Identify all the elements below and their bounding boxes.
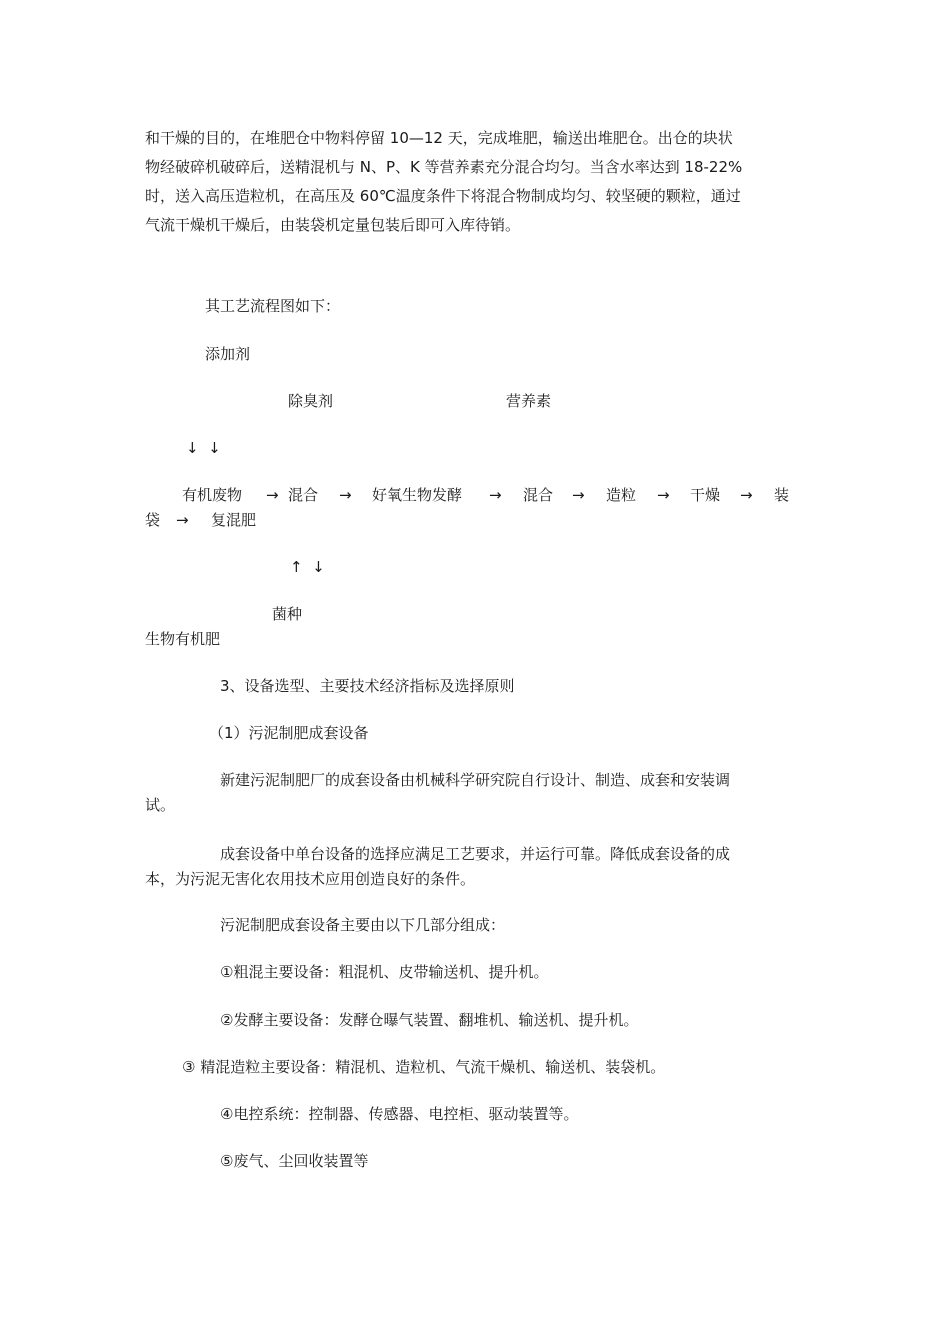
flow-step: 混合 xyxy=(523,486,554,504)
paragraph: 污泥制肥成套设备主要由以下几部分组成： xyxy=(220,916,506,934)
flow-arrow: → xyxy=(657,486,670,504)
flow-step: 干燥 xyxy=(690,486,721,504)
paragraph-line: 本，为污泥无害化农用技术应用创造良好的条件。 xyxy=(145,870,476,888)
intro-line: 气流干燥机干燥后，由装袋机定量包装后即可入库待销。 xyxy=(145,216,521,234)
flow-heading: 其工艺流程图如下： xyxy=(205,297,341,315)
flow-additive: 添加剂 xyxy=(205,345,251,363)
flow-arrow: → xyxy=(339,486,352,504)
paragraph-line: 成套设备中单台设备的选择应满足工艺要求，并运行可靠。降低成套设备的成 xyxy=(220,845,731,863)
list-item: ①粗混主要设备：粗混机、皮带输送机、提升机。 xyxy=(220,963,549,981)
paragraph-line: 新建污泥制肥厂的成套设备由机械科学研究院自行设计、制造、成套和安装调 xyxy=(220,771,731,789)
flow-step: 复混肥 xyxy=(211,511,257,529)
intro-line: 物经破碎机破碎后，送精混机与 N、P、K 等营养素充分混合均匀。当含水率达到 18-22% xyxy=(145,158,743,176)
flow-arrow: → xyxy=(266,486,279,504)
flow-down-arrows: ↓ ↓ xyxy=(186,439,221,457)
subsection-heading: （1）污泥制肥成套设备 xyxy=(209,724,369,742)
flow-step: 造粒 xyxy=(606,486,637,504)
flow-arrow: → xyxy=(740,486,753,504)
flow-step: 装 xyxy=(774,486,790,504)
flow-step: 袋 xyxy=(145,511,161,529)
flow-deodorant: 除臭剂 xyxy=(288,392,334,410)
flow-step: 有机废物 xyxy=(182,486,243,504)
flow-arrow: → xyxy=(489,486,502,504)
flow-arrow: → xyxy=(572,486,585,504)
list-item: ⑤废气、尘回收装置等 xyxy=(220,1152,369,1170)
section-heading: 3、设备选型、主要技术经济指标及选择原则 xyxy=(220,677,515,695)
intro-paragraph xyxy=(145,124,815,240)
paragraph-line: 试。 xyxy=(145,796,176,814)
flow-step: 混合 xyxy=(288,486,319,504)
list-item: ④电控系统：控制器、传感器、电控柜、驱动装置等。 xyxy=(220,1105,579,1123)
flow-bottom-arrows: ↑ ↓ xyxy=(290,558,325,576)
flow-nutrient: 营养素 xyxy=(506,392,552,410)
flow-bacteria: 菌种 xyxy=(272,605,303,623)
flow-step: 好氧生物发酵 xyxy=(372,486,463,504)
intro-line: 时，送入高压造粒机，在高压及 60℃温度条件下将混合物制成均匀、较坚硬的颗粒，通过 xyxy=(145,187,741,205)
flow-arrow: → xyxy=(176,511,189,529)
flow-bio-fertilizer: 生物有机肥 xyxy=(145,630,221,648)
list-item: ②发酵主要设备：发酵仓曝气装置、翻堆机、输送机、提升机。 xyxy=(220,1011,639,1029)
intro-line: 和干燥的目的，在堆肥仓中物料停留 10—12 天，完成堆肥，输送出堆肥仓。出仓的块状 xyxy=(145,129,733,147)
list-item: ③ 精混造粒主要设备：精混机、造粒机、气流干燥机、输送机、装袋机。 xyxy=(182,1058,666,1076)
